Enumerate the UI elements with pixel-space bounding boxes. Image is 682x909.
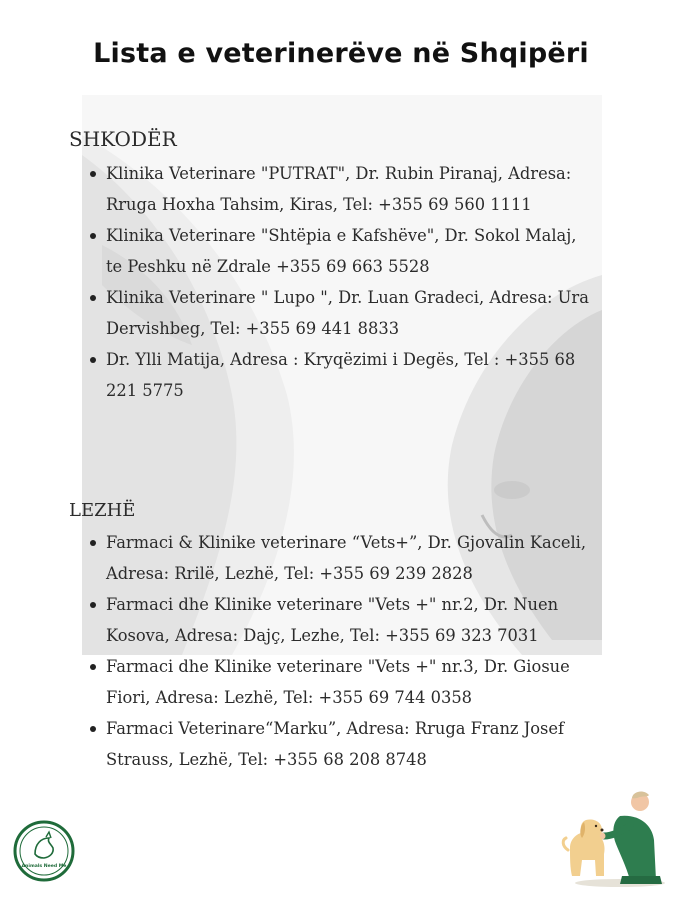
vet-list-lezhe <box>106 527 592 775</box>
city-heading-lezhe: LEZHË <box>69 500 136 521</box>
list-item: Farmaci dhe Klinike veterinare "Vets +" nr.2, Dr. Nuen Kosova, Adresa: Dajç, Lezhe, Tel: +355 69 323 7031 <box>106 589 592 651</box>
list-item: Farmaci dhe Klinike veterinare "Vets +" nr.3, Dr. Giosue Fiori, Adresa: Lezhë, Tel: +355 69 744 0358 <box>106 651 592 713</box>
list-item: Klinika Veterinare "Shtëpia e Kafshëve", Dr. Sokol Malaj, te Peshku në Zdrale +355 69 663 5528 <box>106 220 592 282</box>
vet-with-dog-illustration <box>560 788 670 888</box>
page-title: Lista e veterinerëve në Shqipëri <box>93 38 589 69</box>
list-item: Farmaci & Klinike veterinare “Vets+”, Dr. Gjovalin Kaceli, Adresa: Rrilë, Lezhë, Tel: +355 69 239 2828 <box>106 527 592 589</box>
animals-need-me-logo <box>13 820 75 882</box>
list-item: Klinika Veterinare " Lupo ", Dr. Luan Gradeci, Adresa: Ura Dervishbeg, Tel: +355 69 441 8833 <box>106 282 592 344</box>
city-heading-shkoder: SHKODËR <box>69 127 177 151</box>
vet-list-shkoder <box>106 158 592 406</box>
list-item: Farmaci Veterinare“Marku”, Adresa: Rruga Franz Josef Strauss, Lezhë, Tel: +355 68 208 8748 <box>106 713 592 775</box>
list-item: Klinika Veterinare "PUTRAT", Dr. Rubin Piranaj, Adresa: Rruga Hoxha Tahsim, Kiras, Tel: +355 69 560 1111 <box>106 158 592 220</box>
list-item: Dr. Ylli Matija, Adresa : Kryqëzimi i Degës, Tel : +355 68 221 5775 <box>106 344 592 406</box>
logo-text: Animals Need Me <box>21 864 67 869</box>
